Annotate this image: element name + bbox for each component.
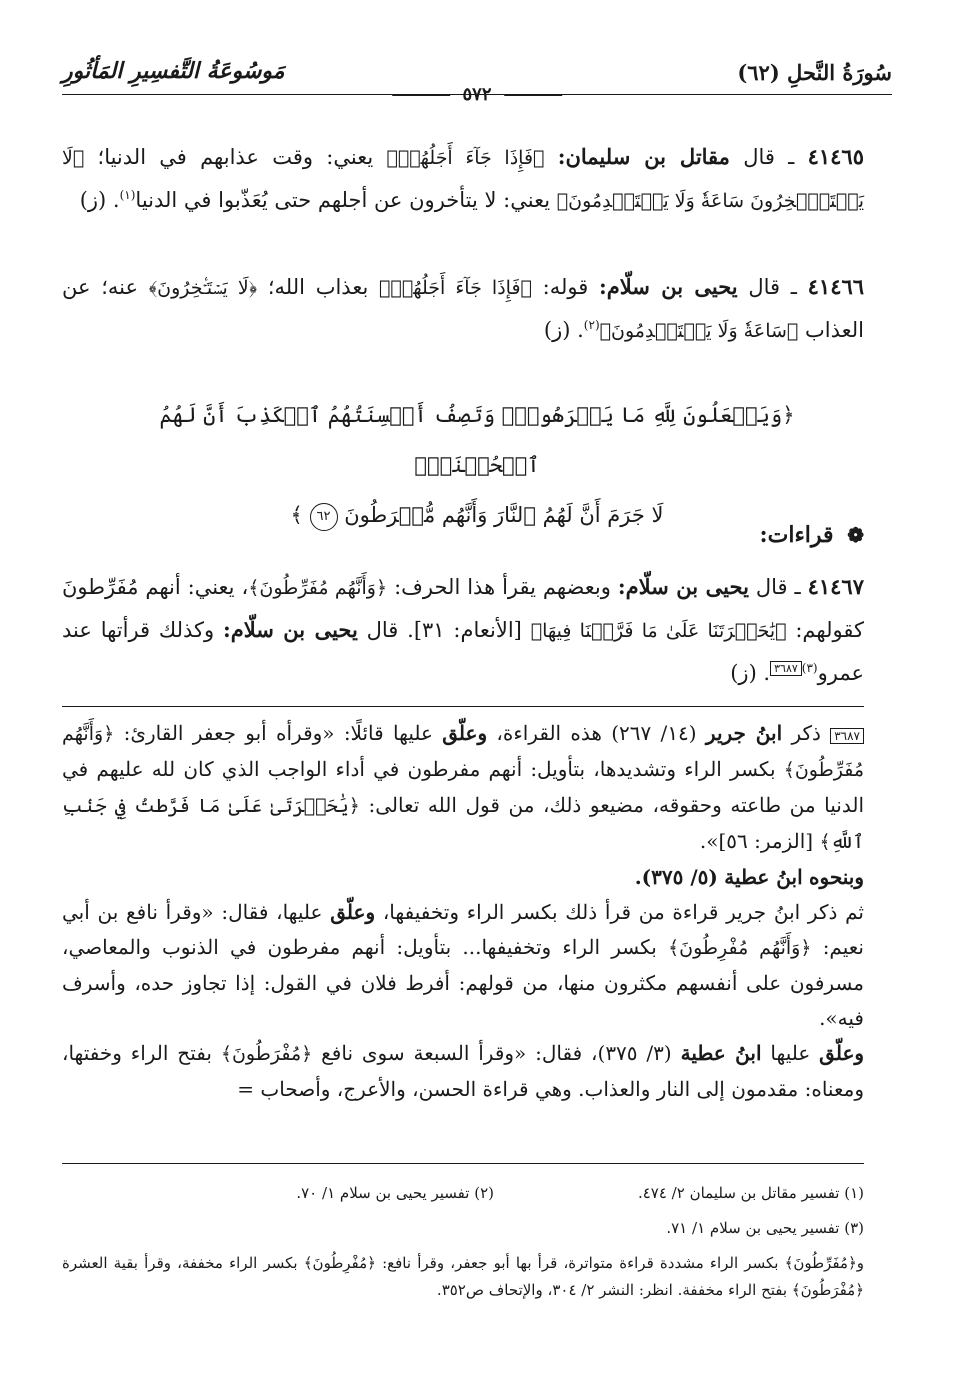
commentary-keyword: وعلّق [442,721,488,745]
narration-end: . (ز) [543,318,584,342]
commentary-text: عليها قائلًا: «وقرأه أبو جعفر القارئ: [123,721,433,745]
commentary-text: ذكر [791,721,821,745]
verse-line-1: ﴿وَيَجۡعَلُونَ لِلَّهِ مَا يَكۡرَهُونَۚ وَتَصِفُ أَلۡسِنَتُهُمُ ٱلۡكَذِبَ أَنَّ لَهُمُ ٱلۡحُسۡنَىٰۖ [159,403,795,477]
narration-number: ٤١٤٦٥ [807,144,864,169]
narration-text: يعني: لا يتأخرون عن أجلهم حتى يُعَذّبوا في الدنيا [135,188,551,212]
scholar-name: ابنُ عطية [724,865,803,889]
narration-intro: ـ قال [743,145,795,169]
commentary-keyword: وعلّق [819,1041,865,1065]
quran-verse [120,390,834,540]
page-number-row [386,84,568,105]
narrator-name: يحيى بن سلّام: [599,274,738,299]
commentary-keyword: وعلّق [330,900,376,924]
commentary-number-box: ٣٦٨٧ [830,728,864,744]
quran-quote: ﴿فَإِذَا جَآءَ أَجَلُهُمۡ﴾ [379,277,532,299]
narration-41465 [62,136,864,222]
quran-quote: ﴿يَٰحَسۡرَتَنَا عَلَىٰ مَا فَرَّطۡنَا فِيهَا﴾ [530,620,787,642]
narration-end: . (ز) [79,188,120,212]
narration-intro: ـ قال [748,275,797,299]
quran-quote: ﴿لَا يَسۡتَـٔۡخِرُونَ﴾ [148,277,258,299]
verse-close: ﴾ [290,503,303,527]
commentary-text: بفتح الراء وخفتها، ومعناه: مقدمون إلى النار والعذاب. وهي قراءة الحسن، والأعرج، وأصحاب = [62,1041,864,1101]
commentary-para-3 [62,895,864,1036]
commentary-text: عليها، فقال: «وقرأ نافع بن أبي نعيم: [62,900,864,959]
qiraat-title: قراءات: [759,522,834,548]
quran-quote: ﴿لَا يَسۡتَـٔۡخِرُونَ سَاعَةٗ وَلَا يَسۡتَقۡدِمُونَ﴾ [62,147,864,212]
flower-ornament-icon: ❁ [847,523,864,547]
quran-quote: ﴿فَإِذَا جَآءَ أَجَلُهُمۡ﴾ [386,147,545,169]
commentary-para-2 [62,860,864,895]
verse-line-2 [120,490,834,540]
footnote-marker: (٣) [801,661,818,675]
narration-41466 [62,266,864,352]
scholar-name: ابنُ عطية [680,1041,762,1065]
quran-quote: ﴿يَٰحَسۡرَتَىٰ عَلَىٰ مَا فَرَّطتُ فِي جَنۢبِ ٱللَّهِ﴾ [62,795,864,853]
narrator-name: مقاتل بن سليمان: [557,144,730,169]
surah-title: سُورَةُ النَّحلِ (٦٢) [737,60,892,85]
commentary-para-4 [62,1036,864,1107]
page-number: ٥٧٢ [462,84,492,105]
narration-text: عنه؛ عن العذاب [62,275,864,342]
verse-line-2-text: لَا جَرَمَ أَنَّ لَهُمُ ٱلنَّارَ وَأَنَّهُم مُّفۡرَطُونَ [344,503,664,527]
commentary-text: (٣/ ٣٧٥)، فقال: «وقرأ السبعة سوى نافع [321,1041,672,1065]
commentary-para-1 [62,716,864,860]
page-number-ornament-right [504,95,562,96]
verse-number: ٦٢ [310,503,338,531]
narration-text: وبعضهم يقرأ هذا الحرف: [394,575,611,599]
commentary-text: (١٤/ ٢٦٧) هذه القراءة، [496,721,697,745]
narration-number: ٤١٤٦٦ [807,274,865,299]
narration-text: وكذلك قرأتها عند عمرو [62,618,864,685]
commentary-block [62,716,864,1107]
quran-quote: ﴿وَأَنَّهُم مُفْرِطُونَ﴾ [667,937,812,959]
commentary-text: (٥/ ٣٧٥). [634,865,718,889]
narration-text: يعني: وقت عذابهم في الدنيا؛ [97,145,374,169]
commentary-text: عليها [770,1041,811,1065]
commentary-text: بكسر الراء وتشديدها، بتأويل: أنهم مفرطون في أداء الواجب الذي كان لله عليهم في الدنيا من طاعته وحقوقه، مضيعو ذلك، من قول الله تعالى: [62,757,864,817]
quran-quote: ﴿وَأَنَّهُم مُفَرِّطُونَ﴾ [248,577,388,599]
footnote-rule [62,1163,864,1164]
footnote-3: (٣) تفسير يحيى بن سلام ١/ ٧١. [666,1219,864,1237]
narration-number: ٤١٤٦٧ [807,574,864,599]
surah-reference: [الأنعام: ٣١]. [407,618,522,642]
narrator-name: يحيى بن سلّام: [617,574,749,599]
scholar-name: ابنُ جرير [705,721,783,745]
commentary-text: ثم ذكر ابنُ جرير قراءة من قرأ ذلك بكسر الراء وتخفيفها، [382,900,864,924]
footnote-marker: (١) [119,188,136,202]
quran-quote: ﴿وَأَنَّهُم مُفَرِّطُونَ﴾ [62,723,865,781]
narration-41467 [62,566,864,694]
narration-end: . (ز) [730,661,771,685]
commentary-text: بكسر الراء وتخفيفها... بتأويل: أنهم مفرطون في الذنوب والمعاصي، مسرفون على أنفسهم مكثرون منها، من قولهم: أفرط فلان في القول: إذا تجاوز حده، وأسرف فيه». [62,935,864,1030]
narration-text: قوله: [542,275,589,299]
narration-text: بعذاب الله؛ [267,275,369,299]
commentary-keyword: وبنحوه [809,865,864,889]
narration-text: ، يعني: أنهم مُفَرِّطونَ كقولهم: [62,575,864,642]
narration-text: قال [366,618,399,642]
surah-reference: [الزمر: ٥٦]». [699,829,814,853]
footnote-2: (٢) تفسير يحيى بن سلام ١/ ٧٠. [296,1184,494,1202]
page-number-ornament-left [392,95,450,96]
qiraat-heading [760,522,865,548]
narrator-name: يحيى بن سلّام: [222,617,358,642]
footnote-marker: (٢) [583,318,600,332]
commentary-reference-box: ٣٦٨٧ [770,661,802,676]
narration-intro: ـ قال [755,575,801,599]
encyclopedia-title: مَوسُوعَةُ التَّفسِيرِ المَأثُورِ [62,58,285,84]
commentary-divider [62,706,864,707]
footnote-1: (١) تفسير مقاتل بن سليمان ٢/ ٤٧٤. [637,1184,864,1202]
quran-quote: ﴿سَاعَةٗ وَلَا يَسۡتَقۡدِمُونَ﴾ [599,320,799,342]
footnote-3-continuation: و﴿مُفَرِّطُونَ﴾ بكسر الراء مشددة قراءة متواترة، قرأ بها أبو جعفر، وقرأ نافع: ﴿مُفْرِطُونَ﴾ بكسر الراء مخففة، وقرأ بقية العشرة ﴿مُفْرَطُونَ﴾ بفتح الراء مخففة. انظر: النشر ٢/ ٣٠٤، والإتحاف ص٣٥٢. [62,1254,864,1299]
quran-quote: ﴿مُفْرَطُونَ﴾ [220,1043,313,1065]
